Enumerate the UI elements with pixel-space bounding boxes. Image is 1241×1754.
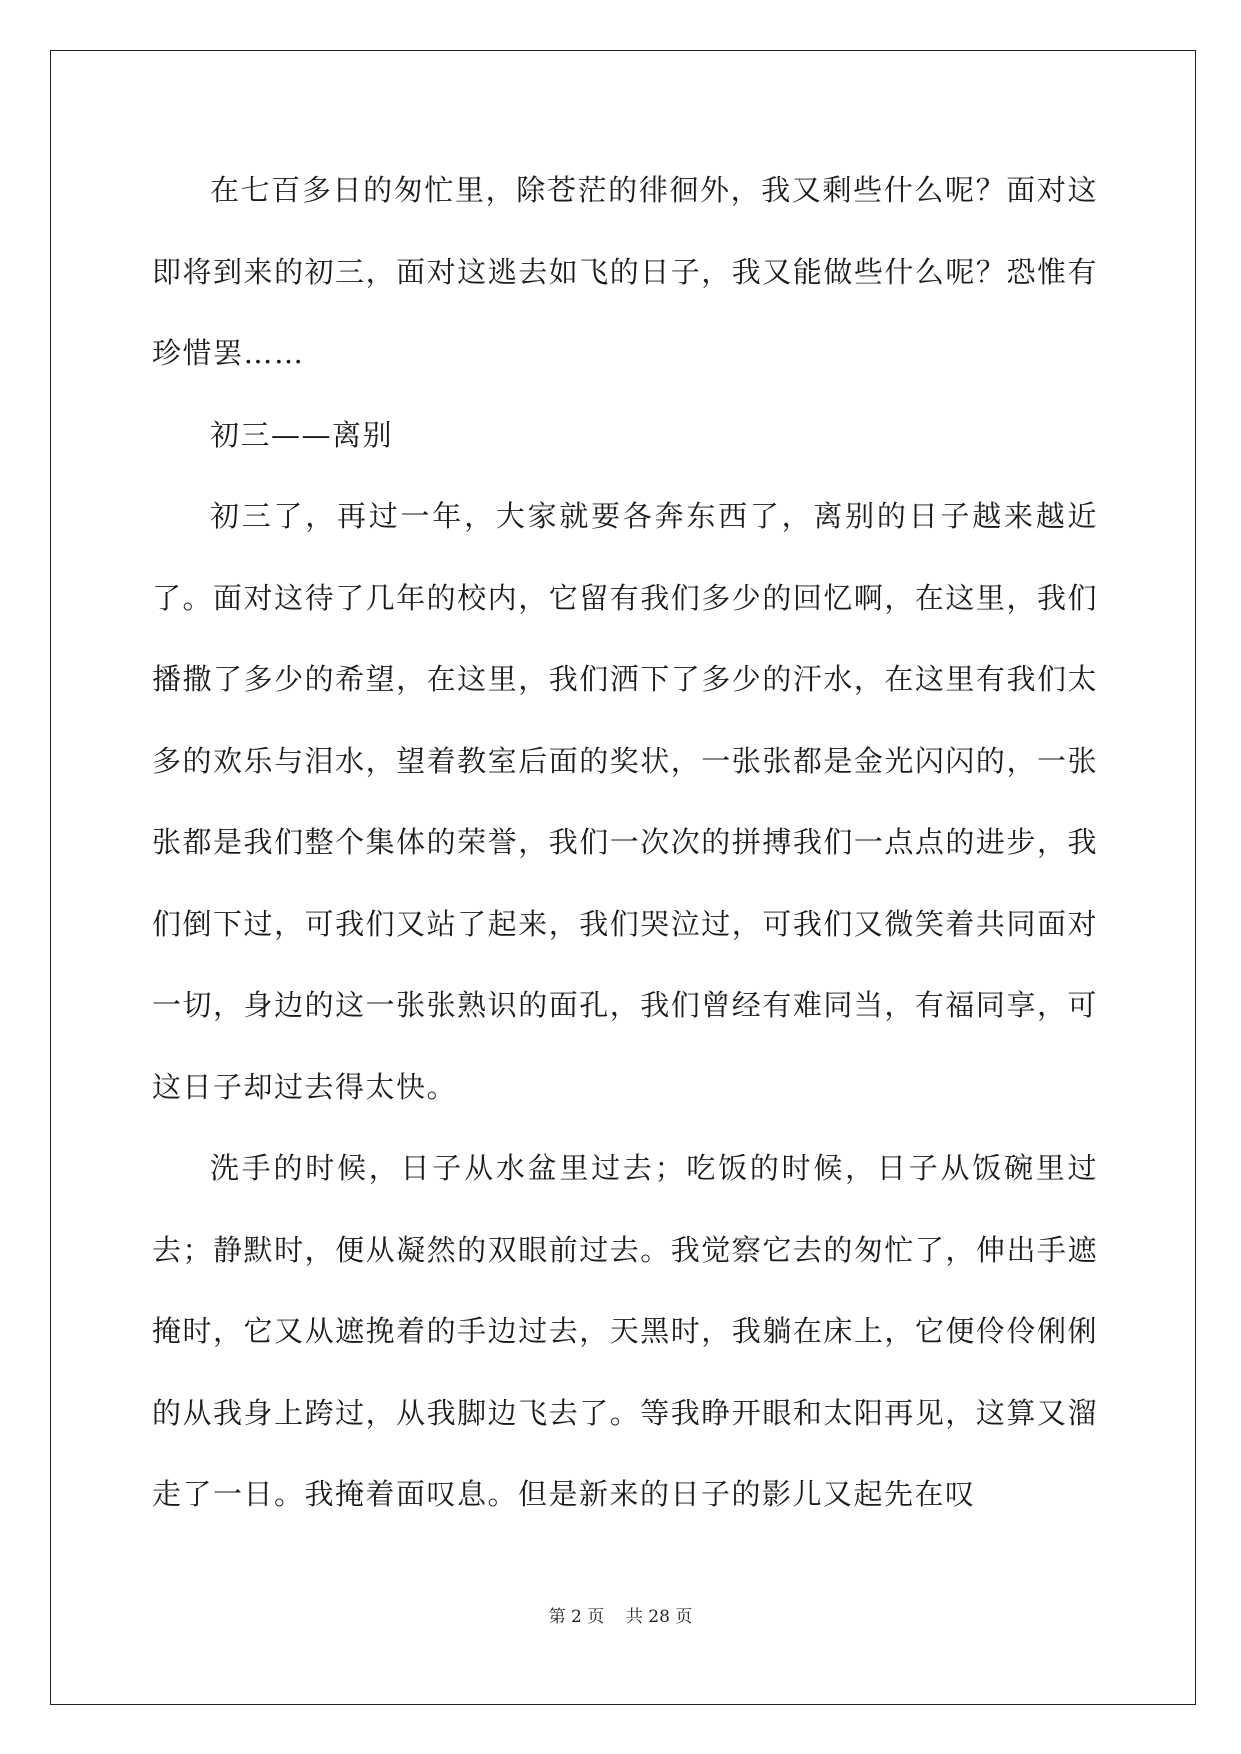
total-pages: 共 28 页 xyxy=(625,1607,693,1627)
paragraph-2: 初三了，再过一年，大家就要各奔东西了，离别的日子越来越近了。面对这待了几年的校内，它留有我们多少的回忆啊，在这里，我们播撒了多少的希望，在这里，我们洒下了多少的汗水，在这里有我们太多的欢乐与泪水，望着教室后面的奖状，一张张都是金光闪闪的，一张张都是我们整个集体的荣誉，我们一次次的拼搏我们一点点的进步，我们倒下过，可我们又站了起来，我们哭泣过，可我们又微笑着共同面对一切，身边的这一张张熟识的面孔，我们曾经有难同当，有福同享，可这日子却过去得太快。 xyxy=(152,499,1098,1104)
document-body xyxy=(152,150,1098,1536)
page-number: 第 2 页 xyxy=(548,1607,605,1627)
section-heading: 初三——离别 xyxy=(210,417,394,452)
paragraph-1: 在七百多日的匆忙里，除苍茫的徘徊外，我又剩些什么呢？面对这即将到来的初三，面对这逃去如飞的日子，我又能做些什么呢？恐惟有珍惜罢…… xyxy=(152,173,1098,370)
paragraph-3: 洗手的时候，日子从水盆里过去；吃饭的时候，日子从饭碗里过去；静默时，便从凝然的双眼前过去。我觉察它去的匆忙了，伸出手遮掩时，它又从遮挽着的手边过去，天黑时，我躺在床上，它便伶伶俐俐的从我身上跨过，从我脚边飞去了。等我睁开眼和太阳再见，这算又溜走了一日。我掩着面叹息。但是新来的日子的影儿又起先在叹 xyxy=(152,1151,1098,1511)
page-footer xyxy=(0,1602,1241,1627)
